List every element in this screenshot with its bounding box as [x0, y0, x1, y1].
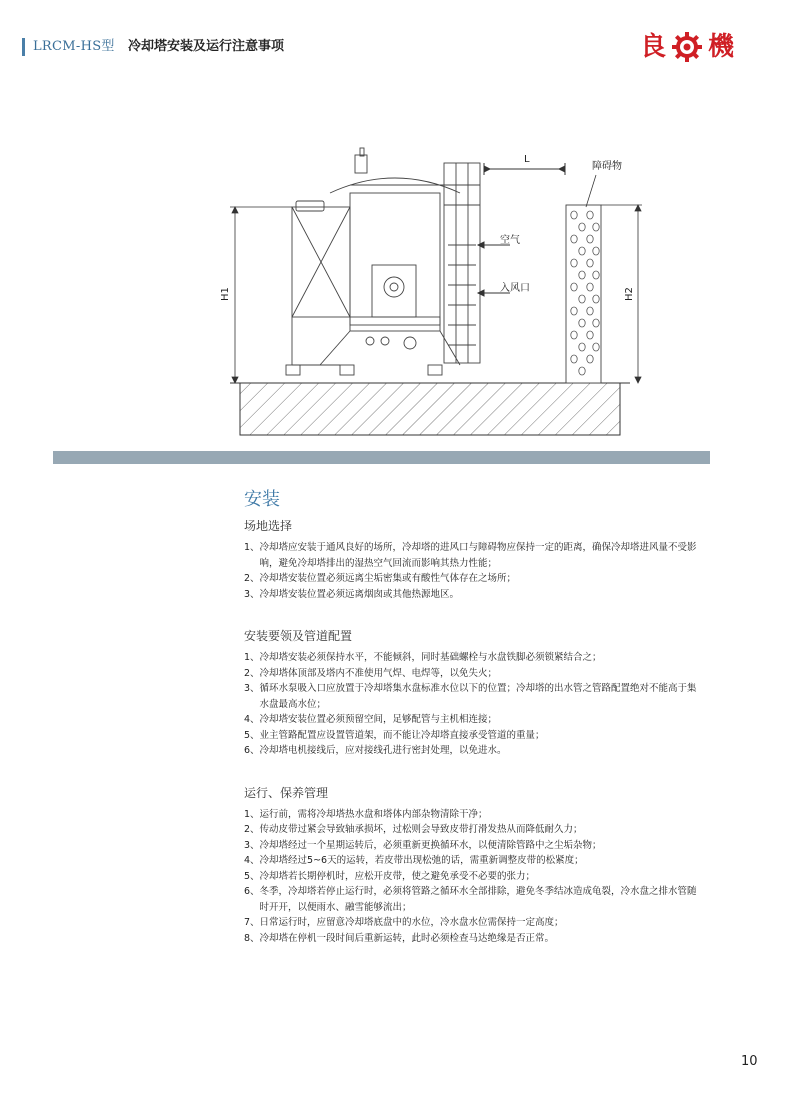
list-item [244, 728, 704, 744]
item-number: 1、 [244, 542, 260, 553]
list-item [244, 587, 704, 603]
site-selection-block [244, 518, 704, 602]
item-number: 1、 [244, 652, 260, 663]
dimension-l-label: L [524, 154, 530, 165]
item-text: 冷却塔安装位置必须预留空间，足够配管与主机相连接； [259, 714, 498, 725]
brand-logo [640, 30, 734, 64]
tower-left-louver [292, 201, 350, 317]
section-divider [53, 451, 710, 464]
item-text: 冷却塔电机接线后，应对接线孔进行密封处理，以免进水。 [259, 745, 507, 756]
item-text: 冷却塔若长期停机时，应松开皮带，使之避免承受不必要的张力； [259, 870, 536, 882]
site-selection-heading: 场地选择 [244, 519, 293, 533]
item-text: 冷却塔安装位置必须远离尘垢密集或有酸性气体存在之场所； [259, 573, 517, 584]
item-number: 4、 [244, 714, 260, 725]
item-number: 3、 [244, 683, 260, 694]
list-item [244, 540, 704, 571]
item-number: 4、 [244, 855, 260, 866]
item-text: 传动皮带过紧会导致轴承损坏，过松则会导致皮带打滑发热从而降低耐久力； [259, 824, 583, 835]
item-text: 运行前，需将冷却塔热水盘和塔体内部杂物清除干净； [259, 808, 488, 820]
operation-maintenance-heading: 运行、保养管理 [244, 785, 329, 800]
section-title: 安装 [244, 489, 280, 510]
item-text: 冷却塔经过一个星期运转后，必须重新更换循环水，以便清除管路中之尘垢杂物； [259, 839, 602, 851]
header-accent-bar [22, 38, 25, 56]
obstacle-wall [566, 175, 601, 383]
item-text: 冷却塔应安装于通风良好的场所，冷却塔的进风口与障碍物应保持一定的距离，确保冷却塔进风量不受影响，避免冷却塔排出的湿热空气回流而影响其热力性能； [259, 542, 697, 569]
item-text: 循环水泵吸入口应放置于冷却塔集水盘标准水位以下的位置；冷却塔的出水管之管路配置绝对不能高于集水盘最高水位； [259, 683, 697, 710]
list-item [244, 931, 704, 947]
item-number: 2、 [244, 573, 260, 584]
list-item [244, 915, 704, 931]
list-item [244, 838, 704, 854]
item-number: 5、 [244, 729, 260, 741]
item-text: 业主管路配置应设置管道架，而不能让冷却塔直接承受管道的重量； [259, 729, 545, 741]
item-text: 冷却塔经过5~6天的运转，若皮带出现松弛的话，需重新调整皮带的松紧度； [259, 855, 584, 866]
obstacle-label: 障碍物 [592, 161, 622, 172]
dimension-h2 [601, 205, 642, 383]
brand-char-right: 機 [708, 32, 735, 62]
item-number: 3、 [244, 588, 260, 600]
tower-ladder [444, 163, 480, 363]
air-label: 空气 [500, 235, 520, 246]
item-number: 2、 [244, 824, 260, 835]
operation-maintenance-block [244, 785, 704, 947]
item-number: 5、 [244, 870, 260, 882]
gear-logo-icon [672, 32, 702, 62]
item-text: 日常运行时，应留意冷却塔底盘中的水位，冷水盘水位需保持一定高度； [259, 917, 564, 928]
brand-char-left: 良 [640, 32, 667, 62]
list-item [244, 853, 704, 869]
install-guide-heading: 安装要领及管道配置 [244, 629, 353, 643]
item-text: 冷却塔在停机一段时间后重新运转，此时必须检查马达绝缘是否正常。 [259, 932, 555, 944]
item-number: 7、 [244, 917, 260, 928]
item-number: 3、 [244, 839, 260, 851]
list-item [244, 822, 704, 838]
item-number: 2、 [244, 667, 260, 679]
item-number: 6、 [244, 886, 260, 897]
h1-label: H1 [220, 287, 231, 301]
list-item [244, 571, 704, 587]
dimension-h1 [230, 207, 292, 383]
header-model: LRCM-HS型 [33, 39, 115, 54]
item-text: 冷却塔安装位置必须远离烟囱或其他热源地区。 [259, 588, 460, 600]
list-item [244, 743, 704, 759]
list-item [244, 884, 704, 915]
cooling-tower-diagram [200, 145, 650, 445]
page-number: 10 [741, 1054, 758, 1069]
air-flow-arrows [478, 163, 565, 296]
page-header [0, 0, 800, 70]
list-item [244, 712, 704, 728]
item-number: 6、 [244, 745, 260, 756]
install-content [244, 488, 704, 946]
list-item [244, 666, 704, 682]
header-title: 冷却塔安装及运行注意事项 [128, 39, 285, 54]
list-item [244, 650, 704, 666]
list-item [244, 681, 704, 712]
item-text: 冷却塔体顶部及塔内不准使用气焊、电焊等，以免失火； [259, 667, 498, 679]
item-text: 冷却塔安装必须保持水平，不能倾斜，同时基础螺栓与水盘铁脚必须锁紧结合之； [259, 652, 602, 663]
air-inlet-label: 入风口 [500, 283, 530, 294]
list-item [244, 807, 704, 823]
ground-foundation [230, 383, 630, 435]
install-guide-block [244, 628, 704, 759]
list-item [244, 869, 704, 885]
tower-body [286, 148, 460, 375]
item-number: 8、 [244, 932, 260, 944]
item-number: 1、 [244, 808, 260, 820]
h2-label: H2 [624, 287, 635, 301]
item-text: 冬季，冷却塔若停止运行时，必须将管路之循环水全部排除，避免冬季结冰造成龟裂，冷水盘之排水管随时开开，以便雨水、融雪能够流出； [259, 886, 697, 913]
